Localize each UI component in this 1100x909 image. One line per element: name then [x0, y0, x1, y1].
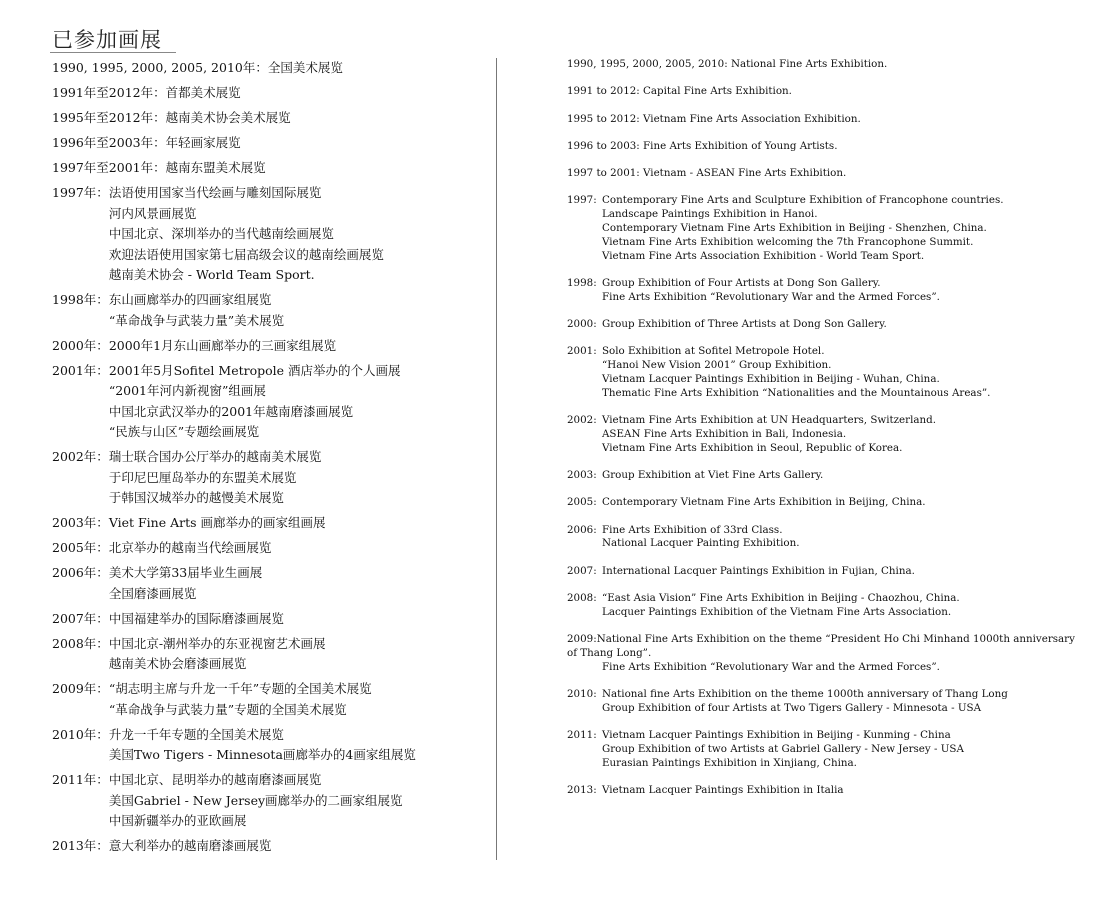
- entry-year: 1997年：: [52, 185, 109, 200]
- entry-line: Eurasian Paintings Exhibition in Xinjiang, China.: [602, 756, 857, 769]
- entry-line: “Hanoi New Vision 2001” Group Exhibition.: [602, 359, 832, 372]
- entry-line: National Lacquer Painting Exhibition.: [602, 537, 800, 550]
- entry-lines: [567, 113, 1087, 127]
- exhibition-entry-zh: [52, 83, 492, 104]
- exhibition-entry-en: [567, 633, 1087, 674]
- entry-line: 美国Two Tigers - Minnesota画廊举办的4画家组展览: [108, 747, 416, 762]
- entry-lines: [602, 194, 1087, 263]
- entry-year: 2008:: [567, 591, 597, 604]
- entry-line: National Fine Arts Exhibition on the theme “President Ho Chi Minhand 1000th anniversary of Thang Long”.: [567, 633, 1075, 659]
- entry-line: Vietnam Lacquer Paintings Exhibition in Beijing - Wuhan, China.: [602, 372, 940, 385]
- entry-year: 2010:: [567, 687, 597, 700]
- entry-line: 中国新疆举办的亚欧画展: [108, 813, 247, 828]
- page-title: 已参加画展: [52, 28, 162, 52]
- entry-year: 2011:: [567, 729, 597, 741]
- entry-line: Group Exhibition of Three Artists at Dong Son Gallery.: [602, 318, 887, 331]
- entry-year: 1998年：: [52, 292, 109, 307]
- entry-line: 中国北京、昆明举办的越南磨漆画展览: [108, 772, 322, 787]
- entry-line: 越南美术协会磨漆画展览: [108, 656, 247, 671]
- entry-line: 1991 to 2012: Capital Fine Arts Exhibition.: [567, 85, 792, 98]
- entry-lines: [166, 83, 492, 104]
- entry-line: Group Exhibition at Viet Fine Arts Gallery.: [602, 468, 824, 481]
- entry-line: Group Exhibition of four Artists at Two Tigers Gallery - Minnesota - USA: [602, 701, 982, 714]
- entry-year: 2005:: [567, 496, 597, 509]
- entry-line: 2000年1月东山画廊举办的三画家组展览: [108, 337, 337, 353]
- entry-line: 北京举办的越南当代绘画展览: [108, 540, 272, 555]
- exhibition-entry-zh: [52, 336, 492, 357]
- exhibition-entry-en: [567, 345, 1087, 400]
- exhibition-entry-zh: [52, 609, 492, 630]
- entry-line: “革命战争与武装力量”美术展览: [108, 312, 285, 328]
- entry-line: 美术大学第33届毕业生画展: [108, 565, 263, 580]
- entry-year: 2008年：: [52, 635, 109, 651]
- entry-lines: [109, 538, 492, 559]
- exhibition-entry-en: [567, 140, 1087, 154]
- entry-lines: [109, 336, 492, 357]
- entry-line: Contemporary Fine Arts and Sculpture Exhibition of Francophone countries.: [602, 194, 1004, 207]
- entry-line: Vietnam Lacquer Paintings Exhibition in Beijing - Kunming - China: [602, 729, 951, 741]
- exhibition-entry-zh: [52, 158, 492, 179]
- entry-lines: [109, 679, 492, 720]
- exhibition-entry-zh: [52, 108, 492, 129]
- entry-lines: [602, 469, 1087, 483]
- entry-year: 2006年：: [52, 565, 109, 580]
- entry-year: 1996年至2003年：: [52, 135, 166, 150]
- entry-line: Fine Arts Exhibition “Revolutionary War and the Armed Forces”.: [602, 290, 940, 303]
- exhibition-entry-en: [567, 58, 1087, 72]
- entry-lines: [109, 836, 492, 857]
- entry-year: 1997年至2001年：: [52, 160, 166, 175]
- entry-lines: [109, 513, 492, 534]
- entry-line: Solo Exhibition at Sofitel Metropole Hotel.: [602, 345, 825, 358]
- exhibition-entry-zh: [52, 58, 492, 79]
- entry-year: 2009年：: [52, 681, 109, 696]
- entry-lines: [602, 496, 1087, 510]
- exhibition-entry-en: [567, 729, 1087, 770]
- entry-line: 中国北京-潮州举办的东亚视窗艺术画展: [108, 635, 326, 651]
- entry-line: Thematic Fine Arts Exhibition “Nationalities and the Mountainous Areas”.: [602, 386, 991, 399]
- entry-year: 1990, 1995, 2000, 2005, 2010年：: [52, 60, 268, 75]
- entry-line: Group Exhibition of Four Artists at Dong Son Gallery.: [602, 276, 881, 289]
- entry-line: 1990, 1995, 2000, 2005, 2010: National Fine Arts Exhibition.: [567, 58, 888, 70]
- entry-lines: [602, 592, 1087, 620]
- entry-line: 中国北京、深圳举办的当代越南绘画展览: [108, 226, 334, 241]
- entry-lines: [109, 563, 492, 604]
- exhibition-entry-en: [567, 565, 1087, 579]
- exhibition-entry-en: [567, 277, 1087, 305]
- entry-line: “胡志明主席与升龙一千年”专题的全国美术展览: [108, 681, 372, 696]
- entry-line: 于印尼巴厘岛举办的东盟美术展览: [108, 469, 297, 485]
- exhibition-entry-en: [567, 496, 1087, 510]
- entry-lines: [109, 634, 492, 675]
- exhibition-entry-en: [567, 592, 1087, 620]
- entry-line: Landscape Paintings Exhibition in Hanoi.: [602, 208, 818, 221]
- exhibition-entry-zh: [52, 770, 492, 832]
- exhibition-entry-en: [567, 524, 1087, 552]
- exhibition-entry-en: [567, 167, 1087, 181]
- entry-lines: [109, 183, 492, 286]
- entry-lines: [602, 345, 1087, 400]
- entry-line: 中国北京武汉举办的2001年越南磨漆画展览: [108, 403, 354, 419]
- exhibition-entry-en: [567, 469, 1087, 483]
- exhibition-entry-zh: [52, 290, 492, 331]
- exhibition-entry-zh: [52, 133, 492, 154]
- entry-line: 欢迎法语使用国家第七届高级会议的越南绘画展览: [108, 246, 384, 262]
- entry-year: 2000:: [567, 318, 597, 331]
- entry-line: 全国美术展览: [267, 60, 343, 75]
- exhibition-entry-zh: [52, 563, 492, 604]
- entry-lines: [602, 318, 1087, 332]
- column-divider: [496, 58, 497, 860]
- entry-year: 2003:: [567, 468, 597, 481]
- entry-year: 2001年：: [52, 362, 109, 378]
- exhibition-entry-zh: [52, 183, 492, 286]
- entry-lines: [602, 784, 1087, 798]
- entry-line: 1996 to 2003: Fine Arts Exhibition of Young Artists.: [567, 139, 838, 152]
- entry-year: 1991年至2012年：: [52, 85, 166, 100]
- exhibition-entry-en: [567, 414, 1087, 455]
- entry-line: 中国福建举办的国际磨漆画展览: [108, 610, 284, 626]
- entry-lines: [109, 361, 492, 443]
- entry-lines: [109, 447, 492, 509]
- entry-lines: [567, 58, 1087, 72]
- entry-line: Viet Fine Arts 画廊举办的画家组画展: [108, 515, 326, 530]
- entry-year: 2001:: [567, 345, 597, 358]
- english-exhibition-list: [567, 58, 1087, 811]
- exhibition-entry-zh: [52, 836, 492, 857]
- entry-year: 2009:: [567, 633, 597, 646]
- entry-line: 越南美术协会美术展览: [165, 110, 291, 125]
- exhibition-entry-zh: [52, 725, 492, 766]
- entry-year: 2013:: [567, 783, 597, 796]
- entry-year: 2002:: [567, 414, 597, 427]
- exhibition-entry-zh: [52, 538, 492, 559]
- exhibition-entry-en: [567, 113, 1087, 127]
- exhibition-entry-en: [567, 784, 1087, 798]
- entry-lines: [166, 133, 492, 154]
- entry-line: 越南东盟美术展览: [165, 160, 266, 175]
- entry-year: 2005年：: [52, 540, 109, 555]
- exhibition-entry-zh: [52, 513, 492, 534]
- entry-line: Vietnam Fine Arts Exhibition in Seoul, Republic of Korea.: [602, 441, 903, 454]
- entry-lines: [602, 277, 1087, 305]
- entry-line: 法语使用国家当代绘画与雕刻国际展览: [108, 185, 322, 200]
- entry-line: 于韩国汉城举办的越慢美术展览: [108, 490, 284, 505]
- entry-year: 2000年：: [52, 337, 109, 353]
- entry-line: 1995 to 2012: Vietnam Fine Arts Association Exhibition.: [567, 112, 861, 125]
- entry-line: Contemporary Vietnam Fine Arts Exhibition in Beijing - Shenzhen, China.: [602, 222, 987, 235]
- exhibition-entry-zh: [52, 361, 492, 443]
- entry-year: 2003年：: [52, 515, 109, 530]
- entry-line: International Lacquer Paintings Exhibition in Fujian, China.: [602, 564, 915, 577]
- entry-lines: [567, 167, 1087, 181]
- entry-line: Group Exhibition of two Artists at Gabriel Gallery - New Jersey - USA: [602, 742, 964, 755]
- entry-lines: [567, 140, 1087, 154]
- exhibition-entry-zh: [52, 679, 492, 720]
- entry-line: ASEAN Fine Arts Exhibition in Bali, Indonesia.: [602, 427, 847, 440]
- entry-year: 2002年：: [52, 449, 109, 464]
- entry-year: 2013年：: [52, 838, 109, 853]
- entry-lines: [602, 414, 1087, 455]
- entry-line: “East Asia Vision” Fine Arts Exhibition in Beijing - Chaozhou, China.: [602, 591, 960, 604]
- chinese-exhibition-list: [52, 58, 492, 861]
- exhibition-entry-en: [567, 318, 1087, 332]
- entry-year: 2010年：: [52, 726, 109, 742]
- entry-line: 越南美术协会 - World Team Sport.: [108, 267, 315, 282]
- entry-lines: [166, 108, 492, 129]
- entry-lines: [268, 58, 492, 79]
- entry-line: 美国Gabriel - New Jersey画廊举办的二画家组展览: [108, 792, 403, 808]
- entry-line: 首都美术展览: [165, 85, 241, 100]
- entry-year: 1997:: [567, 194, 597, 207]
- exhibition-entry-en: [567, 688, 1087, 716]
- entry-year: 2007:: [567, 564, 597, 577]
- entry-line: Fine Arts Exhibition “Revolutionary War and the Armed Forces”.: [602, 660, 940, 673]
- exhibition-entry-en: [567, 85, 1087, 99]
- entry-line: Vietnam Fine Arts Exhibition welcoming the 7th Francophone Summit.: [602, 235, 974, 248]
- title-underline: [50, 52, 176, 53]
- entry-line: Vietnam Fine Arts Exhibition at UN Headquarters, Switzerland.: [602, 414, 936, 427]
- entry-line: 2001年5月Sofitel Metropole 酒店举办的个人画展: [108, 362, 401, 378]
- entry-line: Contemporary Vietnam Fine Arts Exhibition in Beijing, China.: [602, 496, 926, 509]
- entry-line: 瑞士联合国办公厅举办的越南美术展览: [108, 449, 322, 464]
- entry-year: 2006:: [567, 523, 597, 536]
- exhibition-entry-zh: [52, 447, 492, 509]
- entry-line: Lacquer Paintings Exhibition of the Vietnam Fine Arts Association.: [602, 605, 952, 618]
- entry-lines: [109, 725, 492, 766]
- entry-line: Fine Arts Exhibition of 33rd Class.: [602, 523, 783, 536]
- entry-line: 年轻画家展览: [165, 135, 241, 150]
- entry-lines: [602, 524, 1087, 552]
- entry-line: 意大利举办的越南磨漆画展览: [108, 838, 272, 853]
- entry-line: “2001年河内新视窗”组画展: [108, 383, 266, 398]
- entry-line: 1997 to 2001: Vietnam - ASEAN Fine Arts Exhibition.: [567, 167, 847, 180]
- entry-year: 2007年：: [52, 610, 109, 626]
- entry-lines: [602, 688, 1087, 716]
- entry-lines: [602, 729, 1087, 770]
- entry-year: 1995年至2012年：: [52, 110, 166, 125]
- entry-lines: [602, 565, 1087, 579]
- entry-lines: [109, 609, 492, 630]
- entry-line: 河内风景画展览: [108, 205, 197, 221]
- entry-year: 1998:: [567, 276, 597, 289]
- entry-lines: [109, 290, 492, 331]
- entry-lines: [567, 85, 1087, 99]
- entry-line: Vietnam Fine Arts Association Exhibition - World Team Sport.: [602, 249, 925, 262]
- entry-line: “革命战争与武装力量”专题的全国美术展览: [108, 701, 347, 717]
- entry-line: 升龙一千年专题的全国美术展览: [108, 726, 284, 742]
- entry-line: 东山画廊举办的四画家组展览: [108, 292, 272, 307]
- entry-line: Vietnam Lacquer Paintings Exhibition in Italia: [602, 783, 844, 796]
- entry-lines: [109, 770, 492, 832]
- entry-year: 2011年：: [52, 772, 109, 787]
- entry-line: National fine Arts Exhibition on the theme 1000th anniversary of Thang Long: [602, 687, 1008, 700]
- exhibition-entry-en: [567, 194, 1087, 263]
- exhibition-entry-zh: [52, 634, 492, 675]
- entry-line: 全国磨漆画展览: [108, 585, 197, 601]
- entry-lines: [166, 158, 492, 179]
- entry-line: “民族与山区”专题绘画展览: [108, 424, 260, 439]
